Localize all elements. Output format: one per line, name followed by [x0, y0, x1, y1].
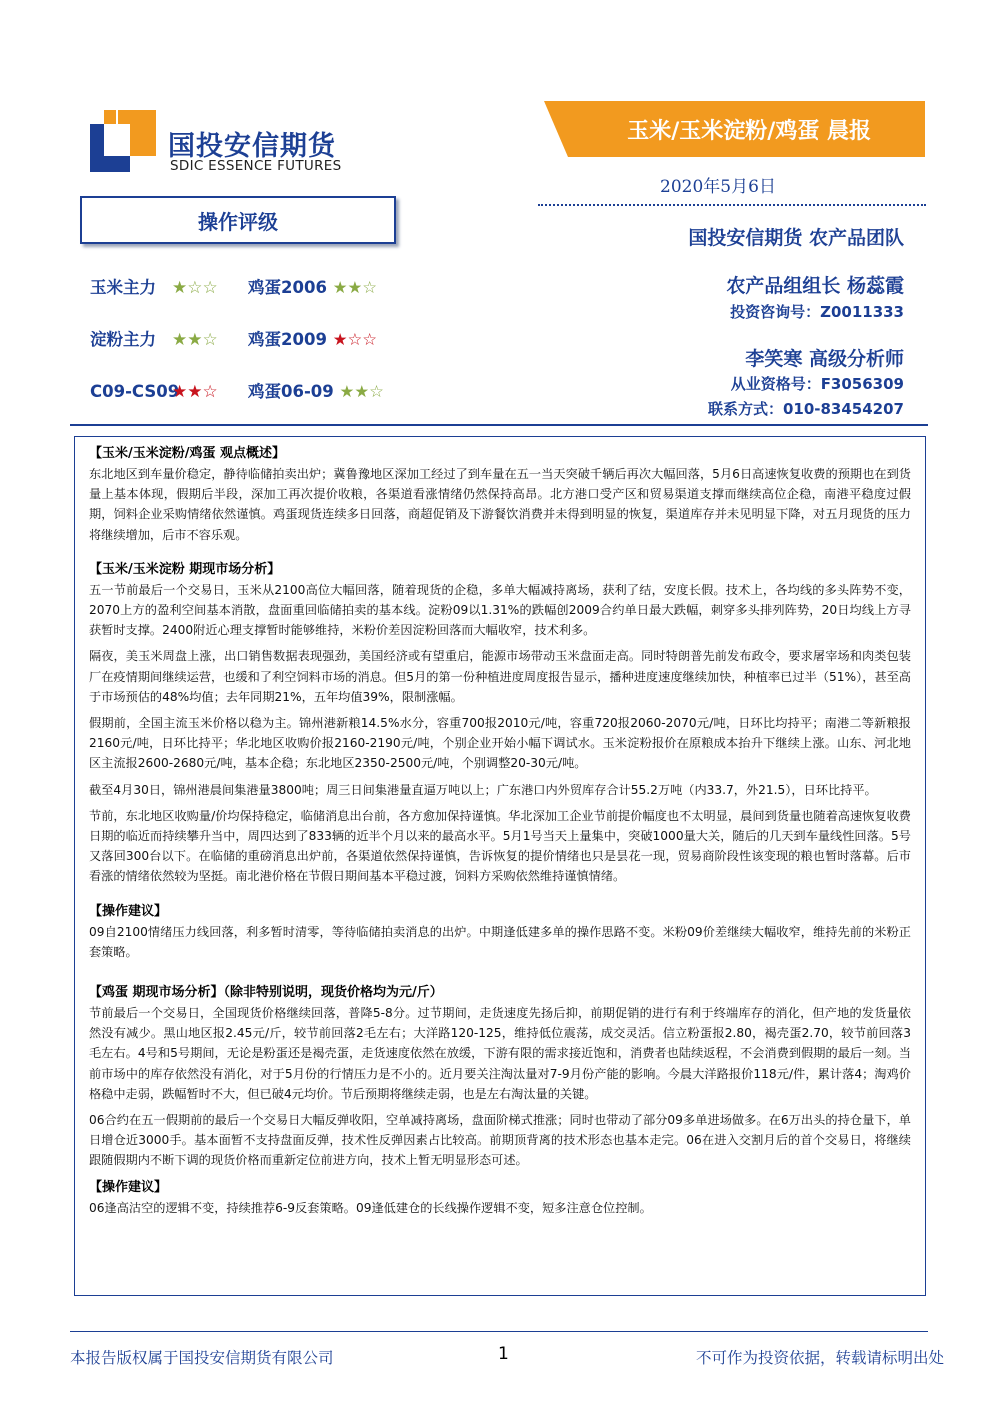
rating-row-3	[90, 378, 384, 402]
star-rating-icon: ★☆☆	[332, 330, 378, 349]
section-title-overview: 【玉米/玉米淀粉/鸡蛋 观点概述】	[89, 446, 286, 461]
paragraph: 09自2100情绪压力线回落，利多暂时清零，等待临储拍卖消息的出炉。中期逢低建多单的操作思路不变。米粉09价差继续大幅收窄，维持先前的米粉正套策略。	[89, 924, 911, 959]
rating-title-box: 操作评级	[80, 196, 396, 244]
analyst2-license: 从业资格号：F3056309	[730, 375, 904, 393]
paragraph: 06合约在五一假期前的最后一个交易日大幅反弹收阳，空单减持离场，盘面阶梯式推涨；同时也带动了部分09多单进场做多。在6万出头的持仓量下，单日增仓近3000手。基本面暂不支持盘面反弹，技术性反弹因素占比较高。前期顶背离的技术形态也基本走完。06在进入交割月后的首个交易日，将继续跟随假期内不断下调的现货价格而重新定位前进方向，技术上暂无明显形态可述。	[89, 1113, 911, 1168]
footer-copyright: 本报告版权属于国投安信期货有限公司	[70, 1349, 334, 1367]
rating-row-2	[90, 326, 377, 350]
section-title-corn-advice: 【操作建议】	[89, 903, 168, 919]
section-title-corn-market: 【玉米/玉米淀粉 期现市场分析】	[89, 561, 281, 577]
rating-label: 鸡蛋2006	[248, 278, 327, 297]
star-rating-icon: ★★☆	[172, 330, 218, 350]
footer-disclaimer: 不可作为投资依据，转载请标明出处	[695, 1349, 944, 1367]
dotted-divider	[538, 204, 926, 206]
logo-name-en: SDIC ESSENCE FUTURES	[170, 158, 342, 174]
report-title: 玉米/玉米淀粉/鸡蛋 晨报	[627, 117, 871, 144]
rating-label: 淀粉主力	[90, 330, 156, 349]
rating-label: 鸡蛋06-09	[248, 382, 334, 401]
section-title-egg-advice: 【操作建议】	[89, 1179, 168, 1195]
paragraph: 东北地区到车量价稳定，静待临储拍卖出炉；冀鲁豫地区深加工经过了到车量在五一当天突破千辆后再次大幅回落，5月6日高速恢复收费的预期也在到货量上基本体现，假期后半段，深加工再次提价收粮，各渠道看涨情绪仍然保持高昂。北方港口受产区和贸易渠道支撑而继续高位企稳，南港平稳度过假期，饲料企业采购情绪依然谨慎。鸡蛋现货连续多日回落，商超促销及下游餐饮消费并未得到明显的恢复，渠道库存并未见明显下降，对五月现货的压力将继续增加，后市不容乐观。	[89, 467, 911, 542]
logo-mark-icon	[90, 110, 156, 172]
footer-divider	[70, 1331, 928, 1332]
analyst1-license: 投资咨询号：Z0011333	[730, 303, 904, 321]
star-rating-icon: ★★☆	[172, 382, 218, 402]
star-rating-icon: ★☆☆	[172, 278, 218, 298]
paragraph: 假期前，全国主流玉米价格以稳为主。锦州港新粮14.5%水分，容重700报2010元/吨，容重720报2060-2070元/吨，日环比均持平；南港二等新粮报2160元/吨，日环比持平；华北地区收购价报2160-2190元/吨，个别企业开始小幅下调试水。玉米淀粉报价在原粮成本抬升下继续上涨。山东、河北地区主流报2600-2680元/吨，基本企稳；东北地区2350-2500元/吨，个别调整20-30元/吨。	[89, 716, 911, 771]
page-number: 1	[498, 1344, 509, 1364]
rating-label: 玉米主力	[90, 278, 156, 297]
analyst2-contact: 联系方式：010-83454207	[707, 400, 904, 418]
rating-row-1	[90, 274, 377, 298]
paragraph: 截至4月30日，锦州港晨间集港量3800吨；周三日间集港量直逼万吨以上；广东港口内外贸库存合计55.2万吨（内33.7，外21.5），日环比持平。	[89, 782, 877, 797]
analyst2-name: 李笑寒 高级分析师	[745, 348, 904, 370]
paragraph: 节前最后一个交易日，全国现货价格继续回落，普降5-8分。过节期间，走货速度先扬后抑，前期促销的进行有利于终端库存的消化，但产地的发货量依然没有减少。黑山地区报2.45元/斤，较节前回落2毛左右；大洋路120-125，维持低位震荡，成交灵活。信立粉蛋报2.80，褐壳蛋2.70，较节前回落3毛左右。4号和5号期间，无论是粉蛋还是褐壳蛋，走货速度依然在放缓，下游有限的需求接近饱和，消费者也陆续返程，不会消费到假期的最后一刻。当前市场中的库存依然没有消化，对于5月份的行情压力是不小的。近月要关注淘汰量对7-9月份产能的影响。今晨大洋路报价118元/件，累计落4；淘鸡价格稳中走弱，跌幅暂时不大，但已破4元均价。节后预期将继续走弱，也是左右淘汰量的关键。	[89, 1006, 911, 1101]
paragraph: 06逢高沽空的逻辑不变，持续推荐6-9反套策略。09逢低建仓的长线操作逻辑不变，短多注意仓位控制。	[89, 1200, 652, 1215]
logo-name-cn: 国投安信期货	[168, 131, 336, 162]
analyst1-name: 农产品组组长 杨蕊霞	[726, 275, 904, 297]
paragraph: 节前，东北地区收购量/价均保持稳定，临储消息出台前，各方愈加保持谨慎。华北深加工企业节前提价幅度也不太明显，晨间到货量也随着高速恢复收费日期的临近而持续攀升当中，周四达到了833辆的近半个月以来的最高水平。5月1号当天上量集中，突破1000量大关，随后的几天到车量线性回落。5号又落回300台以下。在临储的重磅消息出炉前，各渠道依然保持谨慎，告诉恢复的提价情绪也只是昙花一现，贸易商阶段性该变现的粮也暂时落幕。后市看涨的情绪依然较为坚挺。南北港价格在节假日期间基本平稳过渡，饲料方采购依然维持谨慎情绪。	[89, 808, 911, 884]
paragraph: 五一节前最后一个交易日，玉米从2100高位大幅回落，随着现货的企稳，多单大幅减持离场，获利了结，安度长假。技术上，各均线的多头阵势不变，2070上方的盈利空间基本消散，盘面重回临储拍卖的基本线。淀粉09以1.31%的跌幅创2009合约单日最大跌幅，刺穿多头排列阵势，20日均线上方寻获暂时支撑。2400附近心理支撑暂时能够维持，米粉价差因淀粉回落而大幅收窄，技术利多。	[89, 582, 911, 638]
header-divider	[70, 424, 928, 426]
paragraph: 隔夜，美玉米周盘上涨，出口销售数据表现强劲，美国经济或有望重启，能源市场带动玉米盘面走高。同时特朗普先前发布政令，要求屠宰场和肉类包装厂在疫情期间继续运营，也缓和了利空饲料市场的消息。但5月的第一份种植进度周度报告显示，播种进度速度继续加快，种植率已过半（51%），甚至高于市场预估的48%均值；去年同期21%，五年均值39%，限制涨幅。	[89, 649, 911, 704]
star-rating-icon: ★★☆	[339, 382, 384, 401]
rating-label: C09-CS09	[90, 382, 180, 401]
company-logo	[90, 110, 350, 180]
report-date: 2020年5月6日	[660, 177, 776, 197]
star-rating-icon: ★★☆	[332, 278, 378, 297]
report-content	[74, 436, 926, 1296]
rating-label: 鸡蛋2009	[248, 330, 327, 349]
team-name: 国投安信期货 农产品团队	[688, 227, 904, 249]
section-title-egg-market: 【鸡蛋 期现市场分析】（除非特别说明，现货价格均为元/斤）	[89, 985, 443, 1001]
